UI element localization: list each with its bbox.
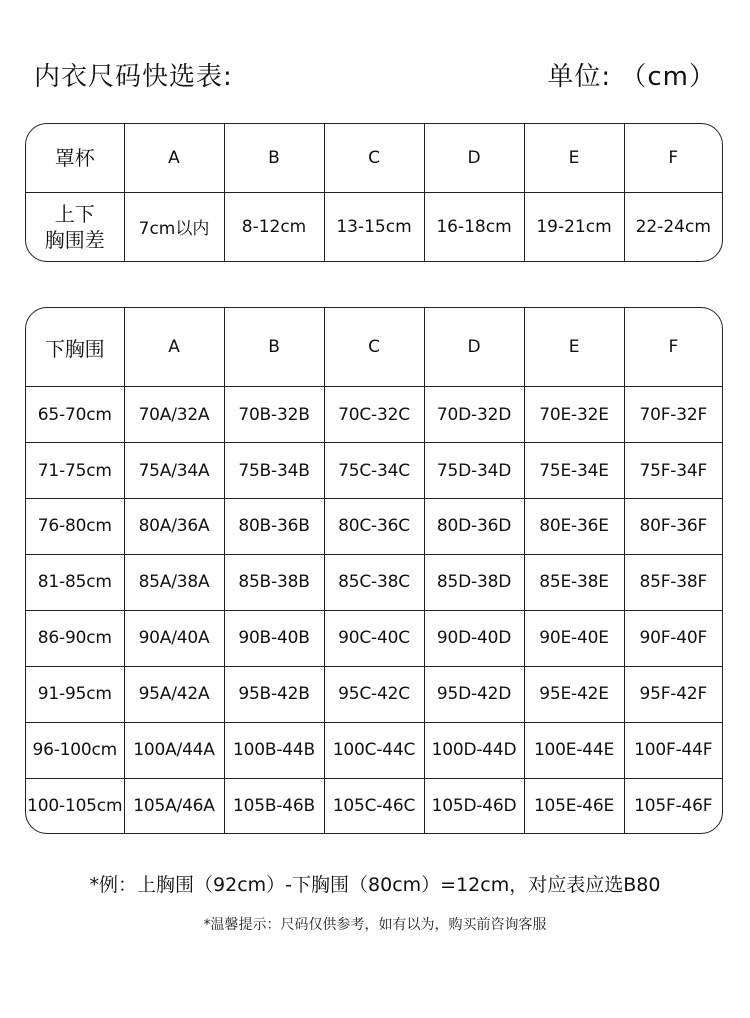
size-cell: 75C-34C	[324, 443, 424, 499]
size-cell: 75F-34F	[624, 443, 722, 499]
size-cell: 100F-44F	[624, 722, 722, 778]
underbust-range: 86-90cm	[26, 610, 124, 666]
size-cell: 90A/40A	[124, 610, 224, 666]
example-note: *例：上胸围（92cm）-下胸围（80cm）=12cm，对应表应选B80	[89, 874, 661, 896]
underbust-range: 81-85cm	[26, 554, 124, 610]
size-cell: 80D-36D	[424, 499, 524, 555]
size-cell: 75D-34D	[424, 443, 524, 499]
cup-letter: A	[124, 124, 224, 192]
size-cell: 90F-40F	[624, 610, 722, 666]
size-cell: 85A/38A	[124, 554, 224, 610]
diff-value: 22-24cm	[635, 216, 711, 237]
size-cell: 75E-34E	[524, 443, 624, 499]
size-cell: 70C-32C	[324, 387, 424, 443]
size-cell: 85F-38F	[624, 554, 722, 610]
diff-label-line1: 上下	[54, 201, 95, 226]
diff-label	[26, 192, 124, 261]
size-cell: 85E-38E	[524, 554, 624, 610]
size-cell: 100A/44A	[124, 722, 224, 778]
table-row	[26, 387, 722, 443]
size-cell: 100B-44B	[224, 722, 324, 778]
size-cell: 95D-42D	[424, 666, 524, 722]
size-cell: 80A/36A	[124, 499, 224, 555]
size-cell: 80F-36F	[624, 499, 722, 555]
size-header-label: 下胸围	[26, 308, 124, 387]
size-cell: 95E-42E	[524, 666, 624, 722]
table-row	[26, 554, 722, 610]
cup-letter: F	[624, 308, 722, 387]
size-cell: 70D-32D	[424, 387, 524, 443]
size-cell: 70A/32A	[124, 387, 224, 443]
cup-header-row	[26, 124, 722, 192]
size-cell: 85D-38D	[424, 554, 524, 610]
table-row	[26, 778, 722, 833]
size-cell: 70F-32F	[624, 387, 722, 443]
size-cell: 105E-46E	[524, 778, 624, 833]
cup-letter: B	[224, 124, 324, 192]
size-cell: 105C-46C	[324, 778, 424, 833]
size-cell: 90D-40D	[424, 610, 524, 666]
size-cell: 105A/46A	[124, 778, 224, 833]
cup-diff-row	[26, 192, 722, 261]
cup-letter: D	[424, 308, 524, 387]
size-cell: 100D-44D	[424, 722, 524, 778]
diff-value: 13-15cm	[324, 192, 424, 261]
table-row	[26, 666, 722, 722]
size-cell: 95A/42A	[124, 666, 224, 722]
size-cell: 100C-44C	[324, 722, 424, 778]
size-header-row	[26, 308, 722, 387]
diff-value: 7cm以内	[124, 192, 224, 261]
size-cell: 95B-42B	[224, 666, 324, 722]
cup-difference-table	[25, 123, 723, 262]
size-cell: 75B-34B	[224, 443, 324, 499]
size-cell: 75A/34A	[124, 443, 224, 499]
size-cell: 85C-38C	[324, 554, 424, 610]
size-cell: 80C-36C	[324, 499, 424, 555]
size-cell: 90C-40C	[324, 610, 424, 666]
underbust-range: 71-75cm	[26, 443, 124, 499]
size-cell: 105B-46B	[224, 778, 324, 833]
size-cell: 105F-46F	[634, 795, 713, 816]
underbust-range: 76-80cm	[26, 499, 124, 555]
size-cell: 90E-40E	[524, 610, 624, 666]
page-title: 内衣尺码快选表:	[34, 62, 233, 92]
size-cell: 95C-42C	[324, 666, 424, 722]
cup-letter: E	[524, 308, 624, 387]
table-row	[26, 722, 722, 778]
tip-note: *温馨提示：尺码仅供参考，如有以为，购买前咨询客服	[203, 917, 547, 933]
cup-header-label: 罩杯	[26, 124, 124, 192]
size-cell: 90B-40B	[224, 610, 324, 666]
diff-label-line2: 胸围差	[44, 227, 105, 252]
cup-letter: B	[224, 308, 324, 387]
diff-value: 8-12cm	[224, 192, 324, 261]
cup-letter: D	[424, 124, 524, 192]
size-cell: 105D-46D	[424, 778, 524, 833]
size-cell: 100E-44E	[524, 722, 624, 778]
size-cell: 95F-42F	[624, 666, 722, 722]
size-cell: 85B-38B	[224, 554, 324, 610]
size-cell: 70B-32B	[224, 387, 324, 443]
cup-letter: E	[524, 124, 624, 192]
underbust-range: 65-70cm	[26, 387, 124, 443]
cup-letter: C	[324, 308, 424, 387]
table-row	[26, 443, 722, 499]
size-cell: 70E-32E	[524, 387, 624, 443]
underbust-range: 100-105cm	[26, 778, 124, 833]
size-cell: 80B-36B	[224, 499, 324, 555]
size-cell: 80E-36E	[524, 499, 624, 555]
diff-value: 16-18cm	[424, 192, 524, 261]
underbust-range: 91-95cm	[26, 666, 124, 722]
cup-letter: F	[624, 124, 722, 192]
cup-letter: C	[324, 124, 424, 192]
size-chart-table	[25, 307, 723, 834]
table-row	[26, 610, 722, 666]
underbust-range: 96-100cm	[26, 722, 124, 778]
cup-letter: A	[124, 308, 224, 387]
diff-value: 19-21cm	[524, 192, 624, 261]
unit-label: 单位: （cm）	[547, 62, 716, 92]
table-row	[26, 499, 722, 555]
